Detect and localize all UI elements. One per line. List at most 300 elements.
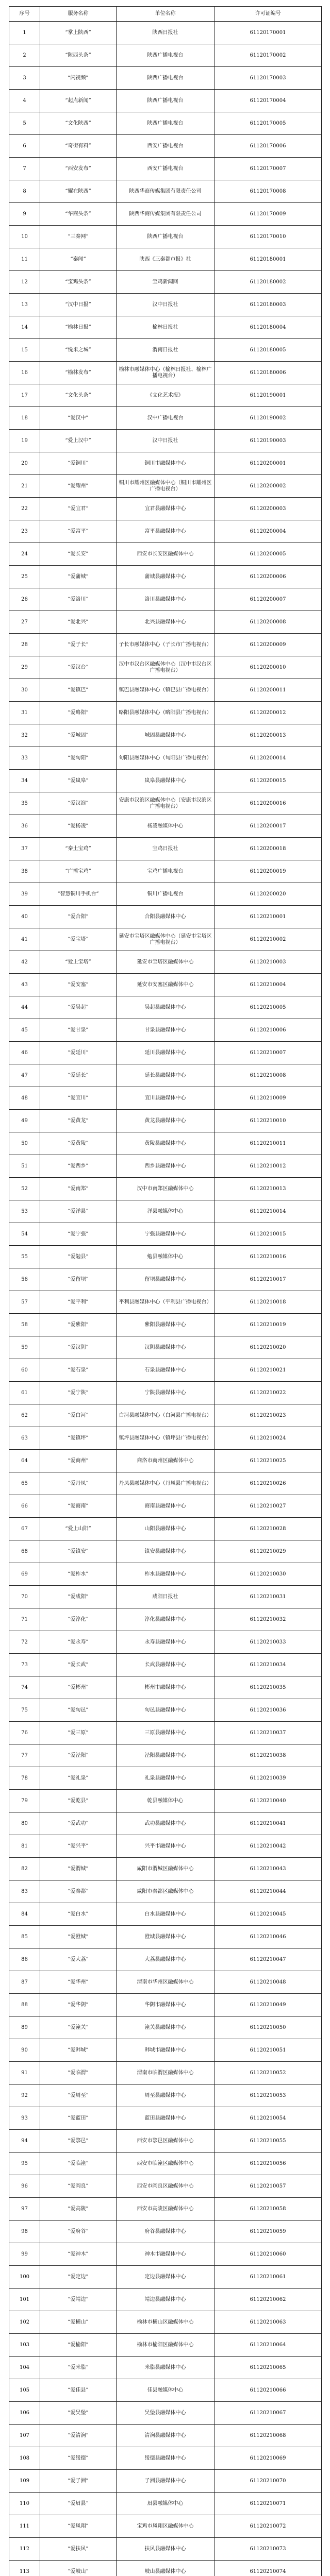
service-name: “爱华阴” (40, 1994, 117, 2016)
row-index: 62 (9, 1404, 40, 1427)
row-index: 16 (9, 362, 40, 384)
table-row (9, 974, 322, 996)
organization-name: 延长县融媒体中心 (117, 1064, 214, 1087)
license-number: 61120210050 (214, 2016, 322, 2039)
license-number: 61120210005 (214, 996, 322, 1019)
license-number: 61120210034 (214, 1654, 322, 1676)
organization-name: 宝鸡市凤翔区融媒体中心 (117, 2515, 214, 2538)
license-number: 61120210056 (214, 2153, 322, 2175)
organization-name: 汉中市南郑区融媒体中心 (117, 1178, 214, 1200)
service-name: “广播宝鸡” (40, 860, 117, 883)
service-name: “爱延长” (40, 1064, 117, 1087)
license-number: 61120170010 (214, 226, 322, 248)
organization-name: 汉中日报社 (117, 430, 214, 452)
table-row (9, 1608, 322, 1631)
organization-name: 洛川县融媒体中心 (117, 588, 214, 611)
license-number: 61120200008 (214, 611, 322, 634)
service-name: “爱丹凤” (40, 1472, 117, 1495)
organization-name: 渭南市临渭区融媒体中心 (117, 2062, 214, 2084)
service-name: “爱旬阳” (40, 747, 117, 770)
table-row (9, 611, 322, 634)
service-name: “爱彬州” (40, 1676, 117, 1699)
license-number: 61120200011 (214, 679, 322, 702)
organization-name: 城固县融媒体中心 (117, 724, 214, 747)
row-index: 93 (9, 2107, 40, 2130)
service-name: “爱岚皋” (40, 770, 117, 792)
license-number: 61120200017 (214, 815, 322, 838)
row-index: 74 (9, 1676, 40, 1699)
organization-name: 礼泉县融媒体中心 (117, 1767, 214, 1790)
service-name: “秦闻” (40, 248, 117, 271)
row-index: 10 (9, 226, 40, 248)
row-index: 38 (9, 860, 40, 883)
service-name: “爱华州” (40, 1971, 117, 1994)
service-name: “陕西头条” (40, 44, 117, 67)
organization-name: 镇安县融媒体中心 (117, 1540, 214, 1563)
table-row (9, 1518, 322, 1540)
service-name: “掌上陕西” (40, 22, 117, 44)
row-index: 17 (9, 384, 40, 407)
header-service-name: 服务名称 (40, 7, 117, 22)
license-number: 61120200009 (214, 634, 322, 656)
table-row (9, 430, 322, 452)
row-index: 65 (9, 1472, 40, 1495)
license-number: 61120170001 (214, 22, 322, 44)
service-name: “爱甘泉” (40, 1019, 117, 1042)
organization-name: 旬阳县融媒体中心（旬阳县广播电视台） (117, 747, 214, 770)
license-number: 61120200001 (214, 452, 322, 475)
organization-name: 宝鸡广播电视台 (117, 860, 214, 883)
organization-name: 韩城市融媒体中心 (117, 2039, 214, 2062)
service-name: “爱城固” (40, 724, 117, 747)
table-row (9, 2107, 322, 2130)
organization-name: 宜川县融媒体中心 (117, 1087, 214, 1110)
license-number: 61120180002 (214, 271, 322, 294)
license-number: 61120180005 (214, 339, 322, 362)
organization-name: 西安广播电视台 (117, 135, 214, 158)
table-row (9, 1540, 322, 1563)
license-number: 61120200004 (214, 520, 322, 543)
license-number: 61120210030 (214, 1563, 322, 1586)
row-index: 98 (9, 2221, 40, 2243)
row-index: 30 (9, 679, 40, 702)
row-index: 37 (9, 838, 40, 860)
organization-name: 富平县融媒体中心 (117, 520, 214, 543)
license-number: 61120210064 (214, 2334, 322, 2357)
table-row (9, 1087, 322, 1110)
service-name: “三秦网” (40, 226, 117, 248)
license-number: 61120210066 (214, 2379, 322, 2402)
table-row (9, 2062, 322, 2084)
service-name: “爱榆阳” (40, 2334, 117, 2357)
row-index: 46 (9, 1042, 40, 1064)
service-name: “爱宝塔” (40, 928, 117, 951)
row-index: 105 (9, 2379, 40, 2402)
row-index: 54 (9, 1223, 40, 1246)
row-index: 53 (9, 1200, 40, 1223)
table-row (9, 475, 322, 498)
license-number: 61120210048 (214, 1971, 322, 1994)
row-index: 99 (9, 2243, 40, 2266)
license-number: 61120190002 (214, 407, 322, 430)
row-index: 67 (9, 1518, 40, 1540)
organization-name: 石泉县融媒体中心 (117, 1359, 214, 1382)
organization-name: 西安市阎良区融媒体中心 (117, 2175, 214, 2198)
organization-name: 米脂县融媒体中心 (117, 2357, 214, 2379)
table-row (9, 1812, 322, 1835)
table-row (9, 67, 322, 90)
table-row (9, 1268, 322, 1291)
organization-name: 汉中日报社 (117, 294, 214, 316)
table-row (9, 203, 322, 226)
service-name: “爱渭城” (40, 1858, 117, 1880)
service-name: “爱佳县” (40, 2379, 117, 2402)
organization-name: 陕西华商传媒集团有限责任公司 (117, 203, 214, 226)
organization-name: 镇坪县融媒体中心（镇坪县广播电视台） (117, 1427, 214, 1450)
row-index: 88 (9, 1994, 40, 2016)
organization-name: 延安市安塞区融媒体中心 (117, 974, 214, 996)
service-name: “爱镇坪” (40, 1427, 117, 1450)
service-name: “爱子洲” (40, 2470, 117, 2493)
service-name: “爱宜君” (40, 498, 117, 520)
table-row (9, 1903, 322, 1926)
organization-name: 陕西广播电视台 (117, 112, 214, 135)
license-number: 61120210039 (214, 1767, 322, 1790)
table-row (9, 1042, 322, 1064)
row-index: 19 (9, 430, 40, 452)
table-row (9, 2561, 322, 2576)
organization-name: 渭南市华州区融媒体中心 (117, 1971, 214, 1994)
organization-name: 黄陵县融媒体中心 (117, 1132, 214, 1155)
row-index: 51 (9, 1155, 40, 1178)
license-number: 61120210038 (214, 1744, 322, 1767)
row-index: 21 (9, 475, 40, 498)
service-name: “爱石泉” (40, 1359, 117, 1382)
service-name: “爱绥德” (40, 2447, 117, 2470)
service-name: “爱岐山” (40, 2561, 117, 2576)
organization-name: 蒲城县融媒体中心 (117, 566, 214, 588)
license-number: 61120210074 (214, 2561, 322, 2576)
service-name: “爱白河” (40, 1404, 117, 1427)
organization-name: 略阳县融媒体中心（略阳县广播电视台） (117, 702, 214, 724)
table-row (9, 1586, 322, 1608)
license-number: 61120210057 (214, 2175, 322, 2198)
row-index: 15 (9, 339, 40, 362)
table-row (9, 1676, 322, 1699)
service-name: “爱汉阴” (40, 1336, 117, 1359)
row-index: 71 (9, 1608, 40, 1631)
row-index: 5 (9, 112, 40, 135)
row-index: 4 (9, 90, 40, 112)
row-index: 96 (9, 2175, 40, 2198)
organization-name: 府谷县融媒体中心 (117, 2221, 214, 2243)
service-name: “爱留坝” (40, 1268, 117, 1291)
table-row (9, 1948, 322, 1971)
table-row (9, 1427, 322, 1450)
organization-name: 汉中广播电视台 (117, 407, 214, 430)
table-row (9, 770, 322, 792)
row-index: 95 (9, 2153, 40, 2175)
organization-name: 吴起县融媒体中心 (117, 996, 214, 1019)
organization-name: 佳县融媒体中心 (117, 2379, 214, 2402)
organization-name: 潼关县融媒体中心 (117, 2016, 214, 2039)
organization-name: 北兴县融媒体中心 (117, 611, 214, 634)
license-number: 61120210040 (214, 1790, 322, 1812)
organization-name: 榆林市融媒体中心（榆林日报社、榆林广播电视台） (117, 362, 214, 384)
table-body (9, 22, 322, 2576)
organization-name: 黄龙县融媒体中心 (117, 1110, 214, 1132)
row-index: 35 (9, 792, 40, 815)
service-name: “智慧铜川手机台” (40, 883, 117, 906)
service-name: “奇街有料” (40, 135, 117, 158)
table-row (9, 1994, 322, 2016)
organization-name: 咸阳市秦都区融媒体中心 (117, 1880, 214, 1903)
organization-name: 商南县融媒体中心 (117, 1495, 214, 1518)
row-index: 7 (9, 158, 40, 180)
organization-name: 合阳县融媒体中心 (117, 906, 214, 928)
organization-name: 武功县融媒体中心 (117, 1812, 214, 1835)
table-row (9, 2198, 322, 2221)
table-row (9, 656, 322, 679)
license-number: 61120210015 (214, 1223, 322, 1246)
license-number: 61120200014 (214, 747, 322, 770)
row-index: 32 (9, 724, 40, 747)
table-row (9, 1835, 322, 1858)
table-row (9, 271, 322, 294)
service-name: “爱淳化” (40, 1608, 117, 1631)
table-row (9, 2243, 322, 2266)
table-row (9, 543, 322, 566)
license-number: 61120210047 (214, 1948, 322, 1971)
license-number: 61120210027 (214, 1495, 322, 1518)
organization-name: 旬邑县融媒体中心 (117, 1699, 214, 1722)
table-row (9, 1744, 322, 1767)
license-number: 61120210068 (214, 2425, 322, 2447)
license-number: 61120200018 (214, 838, 322, 860)
organization-name: 商洛市商州区融媒体中心 (117, 1450, 214, 1472)
row-index: 56 (9, 1268, 40, 1291)
organization-name: 柞水县融媒体中心 (117, 1563, 214, 1586)
row-index: 106 (9, 2402, 40, 2425)
license-number: 61120210044 (214, 1880, 322, 1903)
organization-name: 白水县融媒体中心 (117, 1903, 214, 1926)
row-index: 43 (9, 974, 40, 996)
license-number: 61120210061 (214, 2266, 322, 2289)
service-name: “爱延川” (40, 1042, 117, 1064)
row-index: 26 (9, 588, 40, 611)
license-number: 61120210008 (214, 1064, 322, 1087)
row-index: 55 (9, 1246, 40, 1268)
license-number: 61120210012 (214, 1155, 322, 1178)
license-number: 61120210041 (214, 1812, 322, 1835)
row-index: 50 (9, 1132, 40, 1155)
service-name: “文化头条” (40, 384, 117, 407)
table-row (9, 1132, 322, 1155)
table-row (9, 1246, 322, 1268)
license-number: 61120210069 (214, 2447, 322, 2470)
table-row (9, 951, 322, 974)
organization-name: 长武县融媒体中心 (117, 1654, 214, 1676)
service-name: “爱潼关” (40, 2016, 117, 2039)
license-number: 61120210013 (214, 1178, 322, 1200)
table-row (9, 112, 322, 135)
table-row (9, 1767, 322, 1790)
row-index: 20 (9, 452, 40, 475)
license-number: 61120210055 (214, 2130, 322, 2153)
row-index: 66 (9, 1495, 40, 1518)
table-header-row (9, 7, 322, 22)
service-name: “爱眉县” (40, 2493, 117, 2515)
row-index: 68 (9, 1540, 40, 1563)
license-number: 61120180004 (214, 316, 322, 339)
license-number: 61120210031 (214, 1586, 322, 1608)
table-row (9, 2493, 322, 2515)
service-name: “爱紫阳” (40, 1314, 117, 1336)
service-name: “文化陕西” (40, 112, 117, 135)
license-number: 61120200013 (214, 724, 322, 747)
row-index: 102 (9, 2311, 40, 2334)
license-number: 61120210032 (214, 1608, 322, 1631)
organization-name: 眉县融媒体中心 (117, 2493, 214, 2515)
service-name: “爱长安” (40, 543, 117, 566)
table-row (9, 860, 322, 883)
service-name: “爱耀州” (40, 475, 117, 498)
table-row (9, 2447, 322, 2470)
organization-name: 铜川市耀州区融媒体中心（铜川市耀州区广播电视台） (117, 475, 214, 498)
organization-name: 山阳县融媒体中心 (117, 1518, 214, 1540)
service-name: “爱宜川” (40, 1087, 117, 1110)
header-index: 序号 (9, 7, 40, 22)
service-name: “起点新闻” (40, 90, 117, 112)
row-index: 31 (9, 702, 40, 724)
organization-name: 汉阴县融媒体中心 (117, 1336, 214, 1359)
license-number: 61120210070 (214, 2470, 322, 2493)
license-number: 61120210019 (214, 1314, 322, 1336)
service-name: “爱黄龙” (40, 1110, 117, 1132)
row-index: 78 (9, 1767, 40, 1790)
row-index: 8 (9, 180, 40, 203)
license-number: 61120210072 (214, 2515, 322, 2538)
organization-name: 延川县融媒体中心 (117, 1042, 214, 1064)
header-organization: 单位名称 (117, 7, 214, 22)
license-number: 61120200006 (214, 566, 322, 588)
row-index: 25 (9, 566, 40, 588)
organization-name: 陕西广播电视台 (117, 90, 214, 112)
row-index: 69 (9, 1563, 40, 1586)
service-name: “爱府谷” (40, 2221, 117, 2243)
service-name: “爱高陵” (40, 2198, 117, 2221)
service-name: “爱西乡” (40, 1155, 117, 1178)
license-number: 61120210036 (214, 1699, 322, 1722)
license-number: 61120210037 (214, 1722, 322, 1744)
table-row (9, 906, 322, 928)
table-row (9, 22, 322, 44)
row-index: 59 (9, 1336, 40, 1359)
service-name: “爱三原” (40, 1722, 117, 1744)
row-index: 39 (9, 883, 40, 906)
service-name: “爱蓝田” (40, 2107, 117, 2130)
table-row (9, 1926, 322, 1948)
row-index: 12 (9, 271, 40, 294)
organization-name: 白河县融媒体中心（白河县广播电视台） (117, 1404, 214, 1427)
table-row (9, 1291, 322, 1314)
service-name: “爱上宝塔” (40, 951, 117, 974)
row-index: 101 (9, 2289, 40, 2311)
service-name: “汉中日报” (40, 294, 117, 316)
table-row (9, 1722, 322, 1744)
service-name: “爱澄城” (40, 1926, 117, 1948)
service-name: “爱横山” (40, 2311, 117, 2334)
organization-name: 《文化艺术报》 (117, 384, 214, 407)
row-index: 49 (9, 1110, 40, 1132)
service-name: “爱柞水” (40, 1563, 117, 1586)
table-row (9, 792, 322, 815)
license-number: 61120210025 (214, 1450, 322, 1472)
organization-name: 子洲县融媒体中心 (117, 2470, 214, 2493)
table-row (9, 2538, 322, 2561)
organization-name: 西安市临潼区融媒体中心 (117, 2153, 214, 2175)
table-row (9, 2039, 322, 2062)
service-name: “爱凤翔” (40, 2515, 117, 2538)
organization-name: 延安市宝塔区融媒体中心（延安市宝塔区广播电视台） (117, 928, 214, 951)
table-row (9, 1472, 322, 1495)
table-row (9, 135, 322, 158)
table-row (9, 1200, 322, 1223)
license-number: 61120200003 (214, 498, 322, 520)
organization-name: 三原县融媒体中心 (117, 1722, 214, 1744)
license-number: 61120210023 (214, 1404, 322, 1427)
organization-name: 西安市长安区融媒体中心 (117, 543, 214, 566)
organization-name: 淳化县融媒体中心 (117, 1608, 214, 1631)
license-number: 61120210052 (214, 2062, 322, 2084)
organization-name: 宁陕县融媒体中心 (117, 1382, 214, 1404)
organization-name: 岐山县融媒体中心 (117, 2561, 214, 2576)
header-license-number: 许可证编号 (214, 7, 322, 22)
table-row (9, 1790, 322, 1812)
row-index: 2 (9, 44, 40, 67)
table-row (9, 724, 322, 747)
license-number: 61120170007 (214, 158, 322, 180)
table-row (9, 588, 322, 611)
table-row (9, 520, 322, 543)
organization-name: 紫阳县融媒体中心 (117, 1314, 214, 1336)
row-index: 11 (9, 248, 40, 271)
license-number: 61120210045 (214, 1903, 322, 1926)
row-index: 41 (9, 928, 40, 951)
license-number: 61120210007 (214, 1042, 322, 1064)
table-row (9, 2425, 322, 2447)
service-name: “爱洛川” (40, 588, 117, 611)
table-row (9, 883, 322, 906)
license-number: 61120210042 (214, 1835, 322, 1858)
service-name: “爱清涧” (40, 2425, 117, 2447)
table-row (9, 1404, 322, 1427)
table-row (9, 1699, 322, 1722)
table-row (9, 362, 322, 384)
license-table (9, 6, 322, 2576)
service-name: “爱商南” (40, 1495, 117, 1518)
license-number: 61120200016 (214, 792, 322, 815)
license-number: 61120210011 (214, 1132, 322, 1155)
table-row (9, 2311, 322, 2334)
table-row (9, 1155, 322, 1178)
row-index: 27 (9, 611, 40, 634)
organization-name: 吴堡县融媒体中心 (117, 2402, 214, 2425)
service-name: “爱安塞” (40, 974, 117, 996)
table-row (9, 1336, 322, 1359)
organization-name: 镇巴县融媒体中心（镇巴县广播电视台） (117, 679, 214, 702)
license-number: 61120180001 (214, 248, 322, 271)
